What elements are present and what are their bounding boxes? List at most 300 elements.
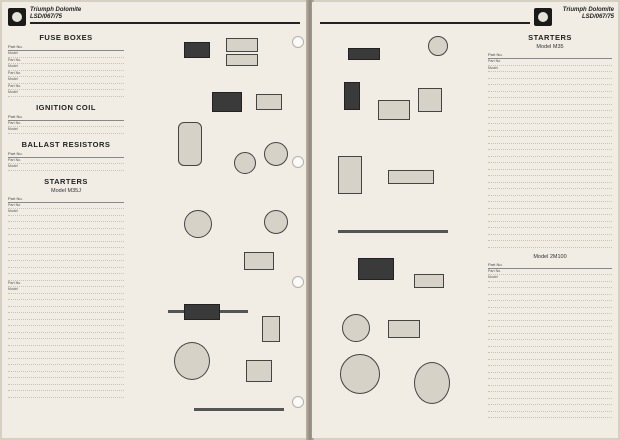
table-cell: Model	[8, 287, 18, 291]
table-cell	[70, 158, 88, 164]
table-cell	[106, 352, 124, 358]
table-cell	[594, 202, 612, 208]
table-cell	[594, 235, 612, 241]
table-cell	[70, 248, 88, 254]
table-cell	[106, 287, 124, 293]
table-cell	[88, 209, 106, 215]
column-header: Part No.	[8, 113, 23, 119]
table-cell	[576, 379, 594, 385]
table-cell	[70, 307, 88, 313]
table-cell: Model	[8, 90, 18, 94]
column-header: Part No.	[8, 195, 23, 201]
table-cell	[488, 222, 558, 228]
left-page	[2, 2, 308, 438]
table-cell	[88, 274, 106, 280]
table-cell	[70, 84, 88, 90]
table-cell	[558, 228, 576, 234]
table-cell	[8, 307, 70, 313]
table-cell	[594, 399, 612, 405]
table-cell	[594, 241, 612, 247]
table-cell	[488, 321, 558, 327]
table-cell: Model	[8, 209, 18, 213]
table-cell	[576, 92, 594, 98]
table-cell	[558, 269, 576, 275]
drive-assembly-part	[388, 320, 420, 338]
table-cell	[488, 85, 558, 91]
table-cell	[558, 301, 576, 307]
table-cell	[8, 274, 70, 280]
brush-plate-part	[184, 210, 212, 238]
table-cell	[576, 131, 594, 137]
table-cell	[576, 137, 594, 143]
fuse-box-part	[226, 54, 258, 66]
table-cell	[594, 347, 612, 353]
table-cell	[594, 360, 612, 366]
table-cell	[70, 121, 88, 127]
table-cell	[488, 288, 558, 294]
table-cell	[576, 269, 594, 275]
table-cell	[594, 59, 612, 65]
table-cell	[88, 333, 106, 339]
column-header	[106, 151, 124, 156]
table-cell	[488, 301, 558, 307]
column-header	[558, 262, 576, 267]
table-cell	[576, 215, 594, 221]
table-cell	[8, 352, 70, 358]
table-cell	[70, 222, 88, 228]
table-cell	[70, 235, 88, 241]
table-cell	[70, 77, 88, 83]
table-cell	[88, 294, 106, 300]
table-cell	[88, 58, 106, 64]
table-cell	[558, 353, 576, 359]
table-header	[8, 44, 124, 51]
table-cell	[488, 131, 558, 137]
table-cell	[558, 131, 576, 137]
table-cell	[558, 98, 576, 104]
column-header: Part No.	[488, 52, 503, 57]
column-header	[576, 52, 594, 57]
table-cell	[70, 385, 88, 391]
table-cell	[488, 295, 558, 301]
section-subtitle: Model M35J	[51, 187, 81, 194]
table-cell	[8, 333, 70, 339]
left-header-line-2: LSD/067/75	[30, 14, 63, 20]
table-cell	[70, 209, 88, 215]
table-header	[8, 151, 124, 158]
table-cell	[594, 314, 612, 320]
table-cell: Part No.	[8, 202, 22, 207]
table-cell	[106, 235, 124, 241]
table-cell	[594, 282, 612, 288]
table-cell	[558, 111, 576, 117]
table-cell	[8, 346, 70, 352]
table-cell	[558, 241, 576, 247]
solenoid-part	[344, 82, 360, 110]
table-cell	[8, 359, 70, 365]
table-cell	[594, 209, 612, 215]
table-cell: Model	[8, 64, 18, 68]
table-cell	[576, 392, 594, 398]
table-cell	[558, 202, 576, 208]
column-header	[594, 52, 612, 57]
table-cell	[8, 378, 70, 384]
table-row	[488, 241, 612, 248]
table-cell	[558, 288, 576, 294]
table-cell	[558, 321, 576, 327]
table-cell	[594, 269, 612, 275]
table-cell	[488, 79, 558, 85]
table-cell	[488, 228, 558, 234]
table-cell	[488, 111, 558, 117]
table-cell	[70, 58, 88, 64]
table-cell	[558, 118, 576, 124]
table-cell	[88, 203, 106, 209]
table-cell	[488, 327, 558, 333]
table-cell	[558, 59, 576, 65]
table-cell	[576, 235, 594, 241]
table-cell	[70, 261, 88, 267]
table-cell	[70, 281, 88, 287]
table-cell	[594, 72, 612, 78]
table-cell	[594, 334, 612, 340]
table-cell	[106, 127, 124, 133]
column-header	[594, 262, 612, 267]
triumph-logo-icon	[534, 8, 552, 26]
table-cell	[558, 144, 576, 150]
table-cell	[488, 360, 558, 366]
column-header	[106, 196, 124, 201]
column-header	[88, 114, 106, 119]
table-cell	[70, 203, 88, 209]
table-cell	[576, 150, 594, 156]
table-cell	[88, 281, 106, 287]
table-cell	[558, 235, 576, 241]
table-cell	[488, 118, 558, 124]
table-cell	[488, 137, 558, 143]
table-cell	[594, 288, 612, 294]
table-cell	[558, 366, 576, 372]
table-cell	[576, 176, 594, 182]
table-cell	[106, 378, 124, 384]
table-cell	[88, 365, 106, 371]
table-cell	[576, 282, 594, 288]
parts-section	[488, 33, 612, 248]
table-cell	[8, 261, 70, 267]
table-cell	[576, 202, 594, 208]
drive-fork-part	[262, 316, 280, 342]
column-header	[70, 151, 88, 156]
table-cell	[106, 222, 124, 228]
right-exploded-diagram	[318, 30, 468, 420]
table-cell	[70, 51, 88, 57]
table-cell	[88, 372, 106, 378]
table-cell	[576, 79, 594, 85]
table-cell: Part No.	[8, 83, 22, 88]
armature-part	[388, 170, 434, 184]
shaft-part	[338, 230, 448, 233]
table-cell	[576, 157, 594, 163]
table-cell	[106, 274, 124, 280]
table-cell	[576, 405, 594, 411]
table-cell	[594, 98, 612, 104]
table-cell	[88, 307, 106, 313]
table-cell	[558, 124, 576, 130]
table-cell	[106, 216, 124, 222]
column-header	[70, 196, 88, 201]
table-cell	[488, 308, 558, 314]
table-cell: Model	[8, 51, 18, 55]
table-cell	[488, 373, 558, 379]
table-cell	[70, 391, 88, 397]
table-cell	[70, 287, 88, 293]
table-cell	[488, 347, 558, 353]
table-cell	[106, 333, 124, 339]
table-cell: Part No.	[8, 120, 22, 125]
table-cell	[594, 327, 612, 333]
table-cell	[558, 327, 576, 333]
table-cell	[594, 275, 612, 281]
table-cell	[88, 127, 106, 133]
right-parts-tables	[488, 30, 612, 424]
table-cell	[576, 308, 594, 314]
table-cell	[88, 300, 106, 306]
table-cell	[558, 189, 576, 195]
column-header	[88, 44, 106, 49]
parts-section	[8, 33, 124, 97]
table-cell	[594, 144, 612, 150]
table-cell	[106, 248, 124, 254]
table-cell	[576, 105, 594, 111]
table-cell	[558, 405, 576, 411]
table-row	[8, 127, 124, 134]
table-cell	[88, 51, 106, 57]
table-cell	[558, 209, 576, 215]
table-cell	[106, 51, 124, 57]
table-cell	[576, 327, 594, 333]
table-cell	[8, 229, 70, 235]
table-cell	[488, 98, 558, 104]
table-cell	[88, 352, 106, 358]
table-cell: Model	[8, 77, 18, 81]
table-cell	[558, 196, 576, 202]
table-cell: Model	[8, 164, 18, 168]
table-cell	[576, 360, 594, 366]
table-header	[8, 196, 124, 203]
table-cell	[576, 295, 594, 301]
table-cell	[594, 137, 612, 143]
column-header	[106, 114, 124, 119]
table-cell	[594, 118, 612, 124]
header-rule	[320, 22, 530, 24]
section-title: BALLAST RESISTORS	[21, 139, 111, 149]
table-cell	[106, 294, 124, 300]
table-cell	[8, 313, 70, 319]
right-header-title	[558, 7, 614, 21]
table-cell	[576, 334, 594, 340]
table-cell	[594, 85, 612, 91]
table-cell	[106, 209, 124, 215]
table-cell	[488, 366, 558, 372]
table-cell	[576, 275, 594, 281]
table-cell	[106, 300, 124, 306]
table-cell	[594, 215, 612, 221]
table-cell: Part No.	[488, 268, 502, 273]
table-cell	[576, 170, 594, 176]
table-cell	[70, 216, 88, 222]
table-cell	[576, 347, 594, 353]
table-cell	[106, 391, 124, 397]
table-cell	[88, 287, 106, 293]
table-cell	[594, 189, 612, 195]
table-cell	[594, 176, 612, 182]
housing-part	[340, 354, 380, 394]
table-cell	[106, 64, 124, 70]
table-cell	[106, 229, 124, 235]
column-header: Part No.	[488, 261, 503, 267]
through-bolt-part	[194, 408, 284, 411]
table-cell	[88, 359, 106, 365]
table-cell	[8, 216, 70, 222]
table-cell	[576, 366, 594, 372]
table-cell	[558, 170, 576, 176]
table-cell	[88, 261, 106, 267]
table-cell	[88, 235, 106, 241]
table-cell	[594, 379, 612, 385]
table-cell	[576, 301, 594, 307]
binder-hole	[292, 396, 304, 408]
section-title: IGNITION COIL	[36, 102, 96, 112]
table-cell	[488, 209, 558, 215]
binder-hole	[292, 36, 304, 48]
bracket-part	[348, 48, 380, 60]
table-cell	[594, 157, 612, 163]
table-cell	[576, 144, 594, 150]
table-cell: Part No.	[8, 280, 22, 285]
table-cell	[594, 105, 612, 111]
table-cell	[488, 353, 558, 359]
table-cell: Model	[8, 127, 18, 131]
table-cell	[594, 373, 612, 379]
left-header-line-1: Triumph Dolomite	[30, 7, 82, 13]
table-cell	[576, 209, 594, 215]
table-cell	[106, 313, 124, 319]
table-cell	[70, 352, 88, 358]
table-cell	[558, 412, 576, 418]
column-header	[88, 151, 106, 156]
table-cell	[488, 392, 558, 398]
table-cell	[488, 202, 558, 208]
table-cell	[594, 228, 612, 234]
spring-part	[414, 274, 444, 288]
table-cell	[558, 295, 576, 301]
table-cell	[488, 144, 558, 150]
table-cell	[576, 183, 594, 189]
triumph-logo-icon	[8, 8, 26, 26]
table-cell	[576, 386, 594, 392]
table-cell	[594, 353, 612, 359]
table-cell	[576, 59, 594, 65]
table-cell	[88, 229, 106, 235]
table-cell: Part No.	[8, 57, 22, 62]
table-cell	[558, 373, 576, 379]
table-cell	[488, 196, 558, 202]
right-page	[312, 2, 618, 438]
table-cell	[594, 170, 612, 176]
table-cell	[8, 255, 70, 261]
table-cell	[70, 64, 88, 70]
table-cell	[70, 339, 88, 345]
section-subtitle: Model M35	[536, 44, 564, 50]
table-cell	[558, 183, 576, 189]
table-cell	[8, 294, 70, 300]
table-cell	[106, 71, 124, 77]
table-cell	[558, 137, 576, 143]
table-cell	[576, 314, 594, 320]
table-cell	[594, 308, 612, 314]
column-header	[106, 44, 124, 49]
table-cell	[558, 66, 576, 72]
table-cell	[594, 79, 612, 85]
table-cell	[8, 320, 70, 326]
table-cell	[8, 326, 70, 332]
table-cell	[88, 339, 106, 345]
table-cell	[106, 346, 124, 352]
table-cell	[576, 373, 594, 379]
table-cell	[558, 282, 576, 288]
table-cell	[576, 98, 594, 104]
table-cell	[594, 321, 612, 327]
table-cell	[488, 72, 558, 78]
table-cell	[576, 241, 594, 247]
table-cell	[594, 340, 612, 346]
table-cell	[594, 366, 612, 372]
table-cell	[88, 385, 106, 391]
table-cell	[106, 90, 124, 96]
nose-part	[414, 362, 450, 404]
table-cell	[488, 92, 558, 98]
column-header	[576, 262, 594, 267]
table-cell	[88, 320, 106, 326]
table-cell	[558, 340, 576, 346]
table-cell	[8, 339, 70, 345]
table-cell	[488, 340, 558, 346]
table-cell	[576, 196, 594, 202]
table-cell	[70, 71, 88, 77]
table-cell	[88, 391, 106, 397]
table-cell	[594, 196, 612, 202]
table-cell	[594, 163, 612, 169]
table-cell	[70, 255, 88, 261]
left-parts-tables	[8, 30, 124, 404]
table-cell	[488, 235, 558, 241]
table-header	[8, 114, 124, 121]
table-cell	[576, 412, 594, 418]
table-row	[8, 90, 124, 97]
table-cell	[8, 222, 70, 228]
table-cell	[576, 222, 594, 228]
table-cell	[88, 346, 106, 352]
end-bracket-part	[342, 314, 370, 342]
table-cell	[106, 385, 124, 391]
table-cell: Part No.	[8, 70, 22, 75]
table-cell	[88, 222, 106, 228]
table-cell	[8, 248, 70, 254]
table-cell	[558, 399, 576, 405]
table-cell	[70, 274, 88, 280]
table-cell	[106, 320, 124, 326]
table-cell	[8, 300, 70, 306]
